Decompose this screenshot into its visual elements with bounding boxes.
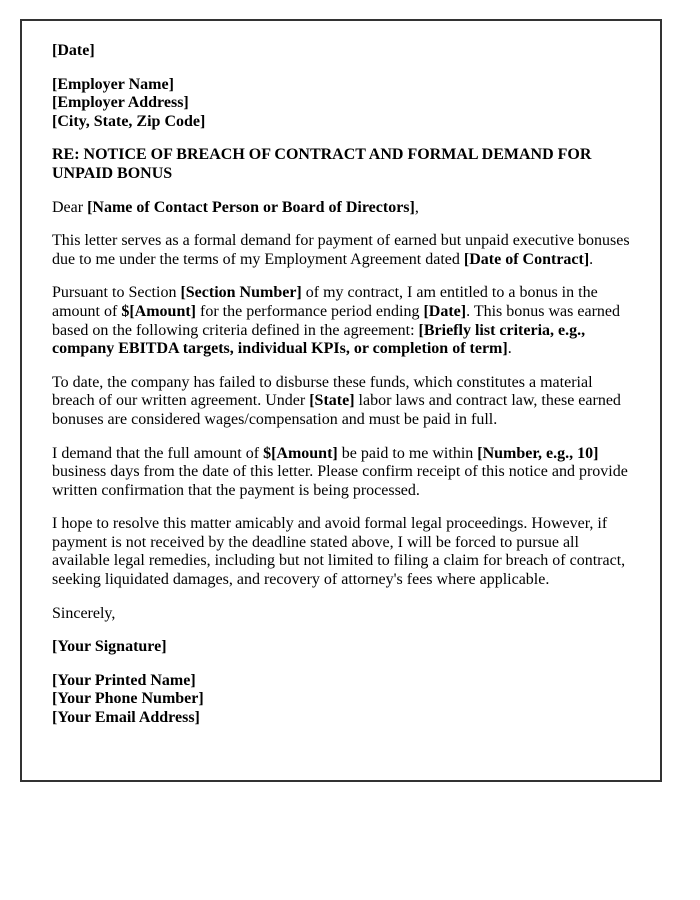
placeholder-text: [Employer Name] [52,75,174,93]
letter-text: . This bonus was earned based on the following criteria defined in the agreement: [52,302,621,339]
letter-text: . [507,340,512,358]
placeholder-text: RE: NOTICE OF BREACH OF CONTRACT AND FORMAL DEMAND FOR UNPAID BONUS [52,146,592,182]
letter-body [52,42,634,728]
letter-text: I demand that the full amount of [52,444,264,462]
placeholder-text: [Date] [423,302,467,320]
letter-text: This letter serves as a formal demand for payment of earned but unpaid executive bonuses due to me under the terms of my Employment Agreement dated [52,232,630,268]
body-paragraph-5 [52,515,634,589]
letter-text: Dear [52,198,88,216]
signature-placeholder [52,638,634,657]
placeholder-text: [Date] [52,42,95,59]
closing [52,605,634,624]
contact-info-block [52,672,634,728]
letter-text: for the performance period ending [196,302,424,320]
placeholder-text: [Briefly list criteria, e.g., company EBITDA targets, individual KPIs, or completion of term] [52,321,586,358]
letter-text: labor laws and contract law, these earned bonuses are considered wages/compensation and must be paid in full. [52,392,621,428]
subject-line [52,146,634,183]
placeholder-text: [Name of Contact Person or Board of Directors] [87,198,415,216]
body-paragraph-1 [52,232,634,269]
employer-address-block [52,76,634,132]
letter-text: , [414,198,419,216]
letter-text: of my contract, I am entitled to a bonus in the amount of [52,284,598,320]
letter-page [20,19,662,782]
placeholder-text: [Date of Contract] [463,250,590,268]
placeholder-text: [State] [309,392,355,410]
letter-text: Pursuant to Section [52,284,181,302]
placeholder-text: $[Amount] [263,444,338,462]
letter-text: business days from the date of this letter. Please confirm receipt of this notice and provide written confirmation that the payment is being processed. [52,463,628,499]
letter-text: be paid to me within [337,444,478,462]
placeholder-text: [Employer Address] [52,94,189,112]
salutation [52,199,634,218]
letter-text: . [589,250,594,268]
placeholder-text: [Your Signature] [52,638,167,656]
body-paragraph-3 [52,374,634,430]
placeholder-text: [Your Printed Name] [52,671,196,689]
body-paragraph-2 [52,284,634,358]
placeholder-text: [Section Number] [180,284,302,302]
placeholder-text: [Your Phone Number] [52,690,204,708]
letter-text: Sincerely, [52,604,116,622]
letter-text: I hope to resolve this matter amicably and avoid formal legal proceedings. However, if payment is not received by the deadline stated above, I will be forced to pursue all available legal remedies, including but not limited to filing a claim for breach of contract, seeking liquidated damages, and recovery of attorney's fees where applicable. [52,515,626,589]
placeholder-text: $[Amount] [121,302,196,320]
placeholder-text: [Your Email Address] [52,709,200,727]
date-placeholder [52,42,634,61]
letter-text: To date, the company has failed to disburse these funds, which constitutes a material breach of our written agreement. Under [52,373,593,410]
body-paragraph-4 [52,445,634,501]
placeholder-text: [Number, e.g., 10] [477,444,599,462]
placeholder-text: [City, State, Zip Code] [52,112,206,130]
